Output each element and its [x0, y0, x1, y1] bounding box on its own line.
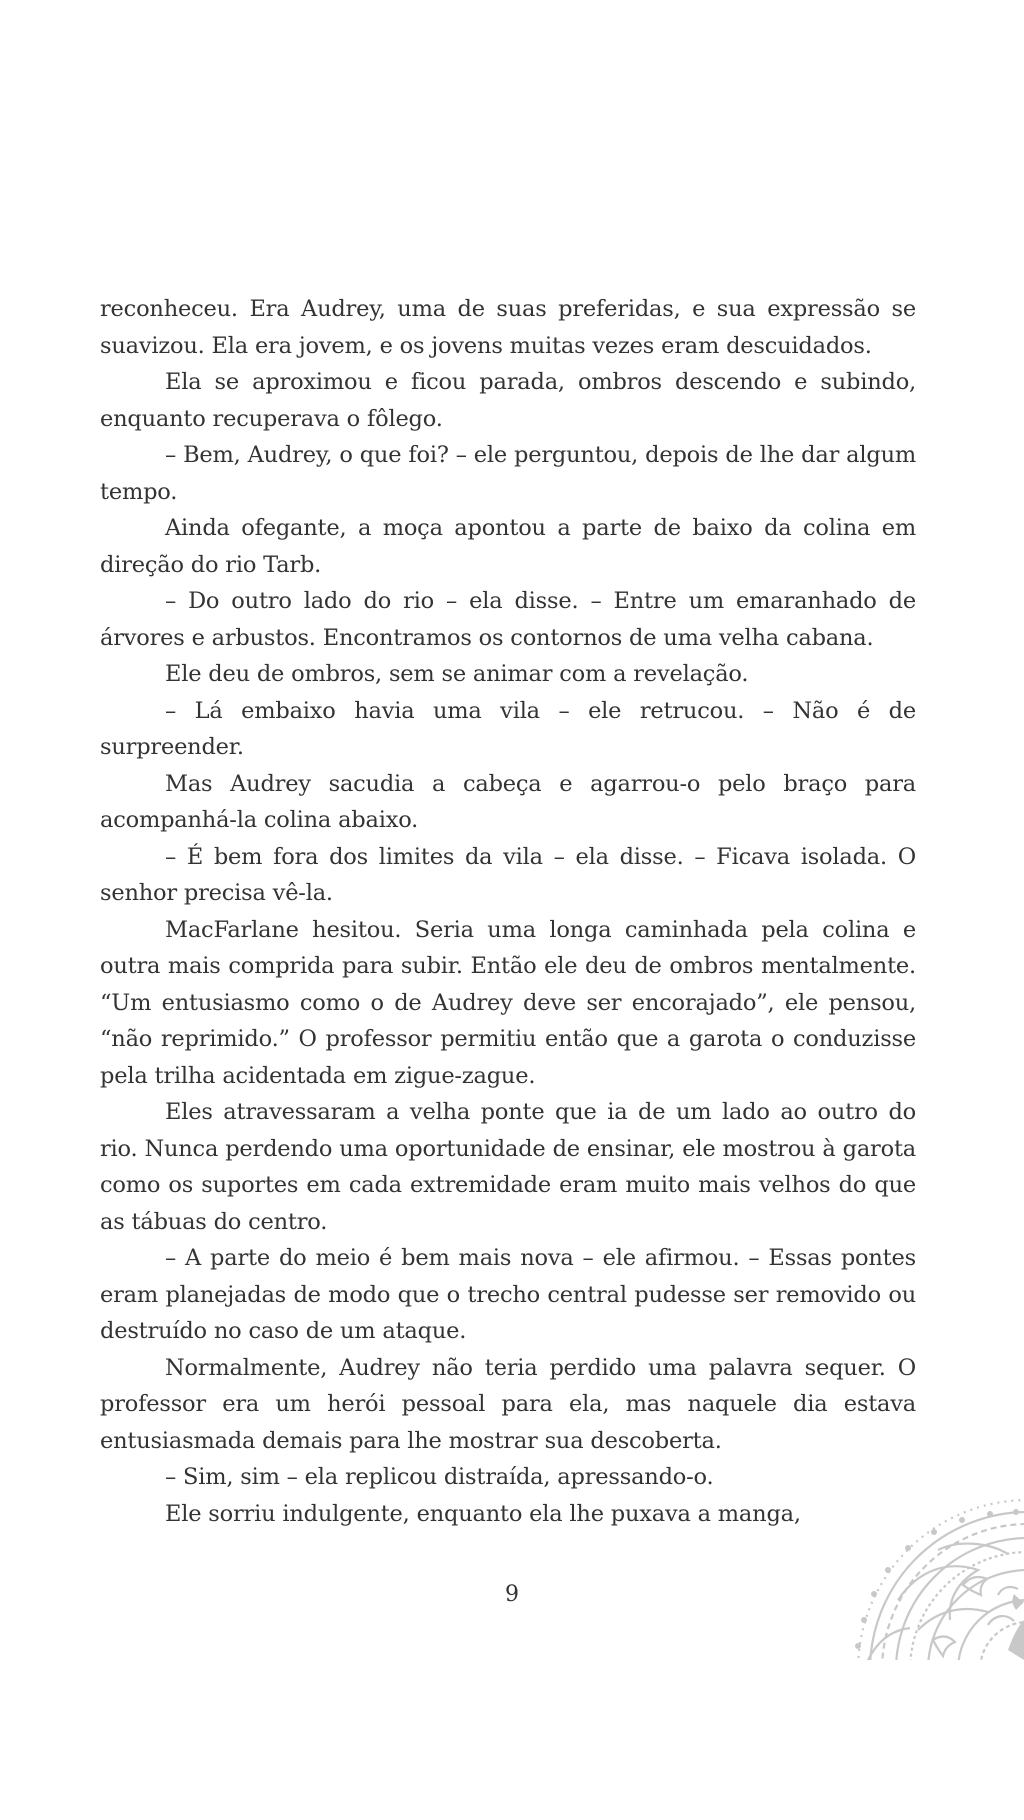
paragraph-12: – A parte do meio é bem mais nova – ele afirmou. – Essas pontes eram planejadas de modo que o trecho central pudesse ser removido ou destruído no caso de um ataque. [100, 1245, 916, 1344]
decorative-mandala-icon [838, 1490, 1024, 1660]
paragraph-8: Mas Audrey sacudia a cabeça e agarrou-o pelo braço para acompanhá-la colina abaixo. [100, 770, 916, 833]
paragraph-2: Ela se aproximou e ficou parada, ombros descendo e subindo, enquanto recuperava o fôlego. [100, 369, 916, 432]
page-number: 9 [505, 1582, 519, 1607]
paragraph-5: – Do outro lado do rio – ela disse. – Entre um emaranhado de árvores e arbustos. Encontramos os contornos de uma velha cabana. [100, 588, 916, 651]
paragraph-9: – É bem fora dos limites da vila – ela disse. – Ficava isolada. O senhor precisa vê-la. [100, 843, 916, 906]
paragraph-4: Ainda ofegante, a moça apontou a parte de baixo da colina em direção do rio Tarb. [100, 515, 916, 578]
paragraph-6: Ele deu de ombros, sem se animar com a revelação. [165, 661, 749, 687]
paragraph-13: Normalmente, Audrey não teria perdido uma palavra sequer. O professor era um herói pessoal para ela, mas naquele dia estava entusiasmada demais para lhe mostrar sua descoberta. [100, 1354, 916, 1454]
paragraph-15: Ele sorriu indulgente, enquanto ela lhe puxava a manga, [165, 1500, 801, 1527]
paragraph-1: reconheceu. Era Audrey, uma de suas preferidas, e sua expressão se suavizou. Ela era jovem, e os jovens muitas vezes eram descuidados. [100, 296, 916, 359]
paragraph-11: Eles atravessaram a velha ponte que ia de um lado ao outro do rio. Nunca perdendo uma oportunidade de ensinar, ele mostrou à garota como os suportes em cada extremidade eram muito mais velhos do que as tábuas do centro. [100, 1099, 916, 1235]
paragraph-10: MacFarlane hesitou. Seria uma longa caminhada pela colina e outra mais comprida para subir. Então ele deu de ombros mentalmente. “Um entusiasmo como o de Audrey deve ser encorajado”, ele pensou, “não reprimido.” O professor permitiu então que a garota o conduzisse pela trilha acidentada em zigue-zague. [100, 916, 916, 1089]
paragraph-14: – Sim, sim – ela replicou distraída, apressando-o. [165, 1464, 714, 1490]
paragraph-7: – Lá embaixo havia uma vila – ele retrucou. – Não é de surpreender. [100, 697, 916, 760]
paragraph-3: – Bem, Audrey, o que foi? – ele perguntou, depois de lhe dar algum tempo. [100, 442, 916, 505]
page-body-text [100, 291, 916, 1532]
